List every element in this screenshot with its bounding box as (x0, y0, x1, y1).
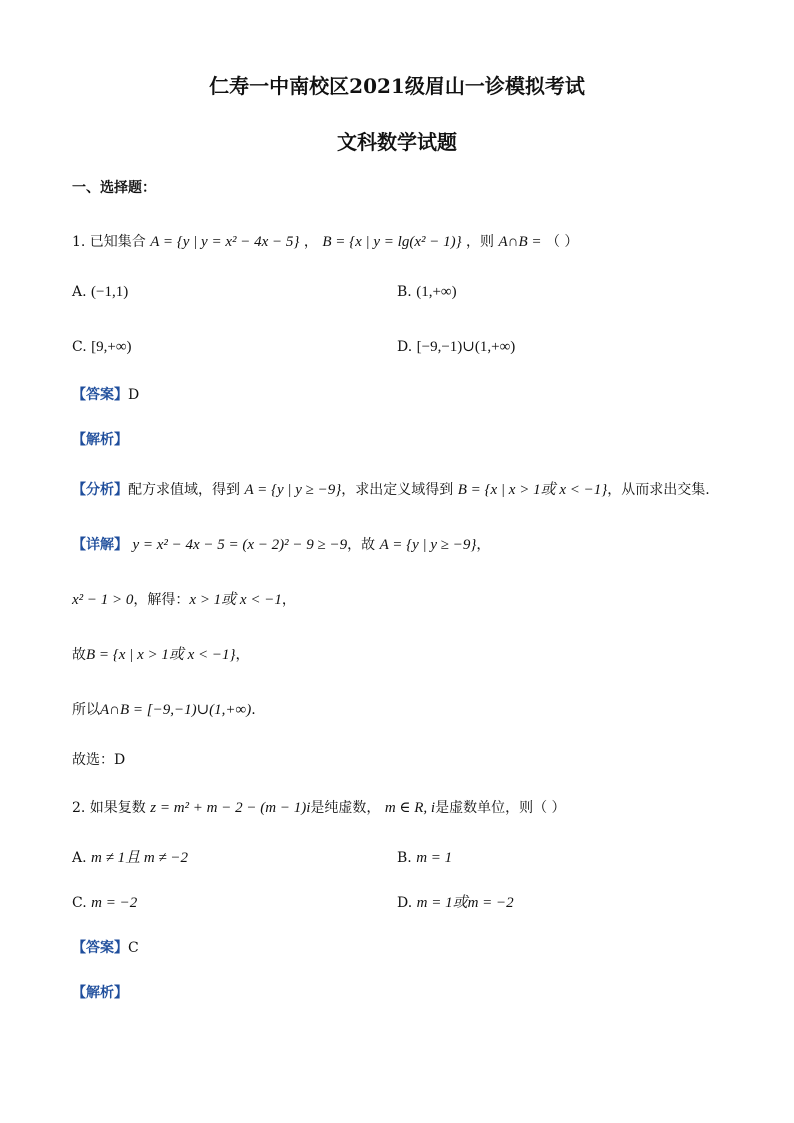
solution-text: ， (281, 592, 296, 608)
option-label: C. (72, 339, 87, 355)
q2-expr: z = m² + m − 2 − (m − 1)i (150, 800, 311, 816)
fenxi-math: A = {y | y ≥ −9} (244, 482, 342, 498)
option-value: m = 1或m = −2 (416, 895, 514, 911)
solution-math: B = {x | x > 1或 x < −1} (86, 647, 236, 663)
q2-prefix: 2. 如果复数 (72, 800, 146, 816)
fenxi-text: ，求出定义域得到 (341, 482, 454, 498)
solution-text: 故 (72, 647, 86, 663)
q1-option-d (397, 337, 515, 357)
q2-option-d (397, 893, 514, 913)
xiangjie-tag: 【详解】 (72, 537, 128, 553)
q2-cond: m ∈ R, i (384, 800, 436, 816)
option-label: B. (397, 284, 412, 300)
section-heading: 一、选择题： (72, 180, 156, 196)
xiangjie-math: A = {y | y ≥ −9} (379, 537, 477, 553)
q1-prefix: 1. 已知集合 (72, 234, 146, 250)
option-value: [9,+∞) (91, 339, 132, 355)
q2-option-a (72, 848, 188, 868)
solution-text: ， (235, 647, 250, 663)
option-label: D. (397, 339, 413, 355)
q1-tail: ，则 (466, 234, 495, 250)
page-title: 仁寿一中南校区2021级眉山一诊模拟考试 (209, 74, 585, 98)
option-value: [−9,−1)∪(1,+∞) (416, 339, 516, 355)
q2-option-c (72, 893, 137, 913)
q1-option-a (72, 282, 128, 302)
answer-tag: 【答案】 (72, 940, 128, 956)
q1-option-c (72, 337, 132, 357)
q1-answer (72, 385, 139, 405)
solution-math: x > 1或 x < −1 (189, 592, 282, 608)
option-value: (−1,1) (91, 284, 129, 300)
q1-solution-line-3 (72, 645, 250, 665)
q1-option-b (397, 282, 457, 302)
q1-final-choice: 故选：D (72, 752, 126, 768)
solution-text: 所以 (72, 702, 100, 718)
solution-math: A∩B = [−9,−1)∪(1,+∞) (100, 702, 252, 718)
fenxi-tag: 【分析】 (72, 482, 128, 498)
q1-solution-line-2 (72, 590, 296, 610)
fenxi-text: ，从而求出交集. (607, 482, 710, 498)
q2-answer (72, 938, 139, 958)
option-label: B. (397, 850, 412, 866)
page-subtitle: 文科数学试题 (337, 130, 457, 154)
q2-mid: 是纯虚数， (310, 800, 381, 816)
q1-solution-line-4 (72, 700, 256, 720)
answer-value: C (128, 940, 139, 956)
q1-set-b: B = {x | y = lg(x² − 1)} (322, 234, 462, 250)
question-1-stem (72, 232, 578, 252)
q1-xiangjie (72, 535, 490, 555)
fenxi-text: 配方求值域，得到 (128, 482, 240, 498)
xiangjie-math: y = x² − 4x − 5 = (x − 2)² − 9 ≥ −9 (132, 537, 348, 553)
option-value: m ≠ 1且 m ≠ −2 (91, 850, 189, 866)
solution-math: x² − 1 > 0 (72, 592, 134, 608)
option-value: m = −2 (91, 895, 138, 911)
q1-set-a: A = {y | y = x² − 4x − 5} (150, 234, 300, 250)
q1-analysis-tag: 【解析】 (72, 432, 128, 448)
q2-tail: 是虚数单位，则（ ） (435, 800, 566, 816)
q2-option-b (397, 848, 452, 868)
solution-text: ，解得： (133, 592, 190, 608)
q2-analysis-tag: 【解析】 (72, 985, 128, 1001)
xiangjie-text: ， (476, 537, 491, 553)
solution-text: . (251, 702, 256, 718)
answer-tag: 【答案】 (72, 387, 128, 403)
fenxi-math: B = {x | x > 1或 x < −1} (457, 482, 608, 498)
q1-fenxi (72, 480, 710, 500)
option-value: (1,+∞) (416, 284, 457, 300)
option-label: A. (72, 850, 87, 866)
option-label: A. (72, 284, 87, 300)
option-label: D. (397, 895, 413, 911)
option-label: C. (72, 895, 87, 911)
q1-expr: A∩B = (498, 234, 542, 250)
xiangjie-text: ，故 (347, 537, 376, 553)
answer-value: D (128, 387, 140, 403)
q1-comma: ， (303, 234, 318, 250)
q1-paren: （ ） (545, 234, 579, 250)
question-2-stem (72, 798, 566, 818)
option-value: m = 1 (416, 850, 453, 866)
